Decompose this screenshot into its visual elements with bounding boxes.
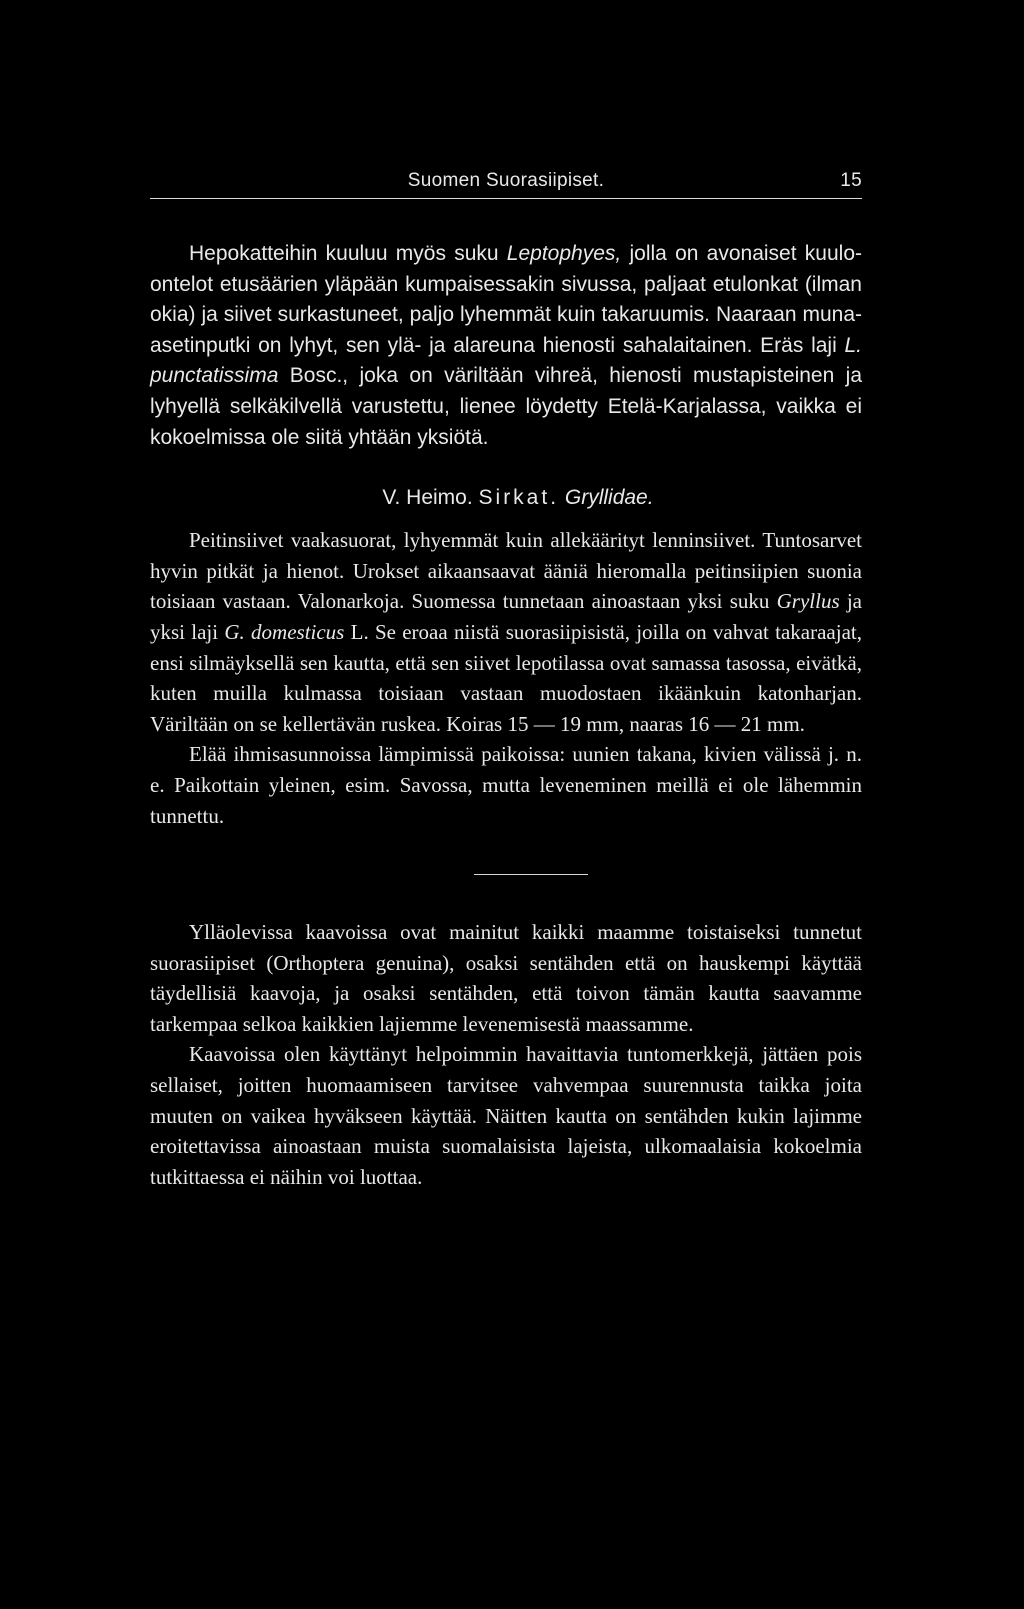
species-name: G. domesticus <box>224 619 345 644</box>
paragraph-leptophyes <box>150 239 862 453</box>
heading-name: Sirkat. <box>478 486 560 510</box>
running-header <box>150 168 862 198</box>
paragraph-conclusion: Ylläolevissa kaavoissa ovat mainitut kaikki maamme toistaiseksi tunnetut suorasiipiset (Orthoptera genuina), osaksi sentähden että on hauskempi käyttää täydellisiä kaavoja, ja osaksi sentähden, että toivon tämän kautta saavamme tarkempaa selkoa kaikkien lajiemme levenemisestä maassamme. <box>150 920 862 1036</box>
paragraph-text: L. Se eroaa niistä suorasiipisistä, joilla on vahvat takaraajat, ensi silmäyksellä sen kautta, että sen siivet lepotilassa ovat samassa tasossa, eivätkä, kuten muilla kulmassa toisiaan vastaan muodostaen ikäänkuin katonharjan. Väriltään on se kellertävän ruskea. Koiras 15 — 19 mm, naaras 16 — 21 mm. <box>150 619 862 736</box>
paragraph-method: Kaavoissa olen käyttänyt helpoimmin havaittavia tuntomerkkejä, jättäen pois sellaiset, joitten huomaamiseen tarvitsee vahvempaa suurennusta taikka joita muuten on vaikea hyväkseen käyttää. Näitten kautta on sentähden kukin lajimme eroitettavissa ainoastaan muista suomalaisista lajeista, ulkomaalaisia kokoelmia tutkittaessa ei näihin voi luottaa. <box>150 1042 862 1189</box>
running-title: Suomen Suorasiipiset. <box>407 170 605 191</box>
genus-name: Leptophyes, <box>506 242 622 265</box>
section-heading <box>150 483 862 513</box>
section-divider <box>474 874 588 875</box>
page <box>150 168 862 1192</box>
header-rule <box>150 198 862 199</box>
paragraph-text: jolla on avonaiset kuulo-ontelot etusäärien yläpään kumpaisessakin sivussa, paljaat etulonkat (ilman okia) ja siivet surkastuneet, paljo lyhemmät kuin takaruumis. Naaraan muna-asetinputki on lyhyt, sen ylä- ja alareuna hienosti sahalaitainen. Eräs laji <box>150 242 862 357</box>
paragraph-text: Peitinsiivet vaakasuorat, lyhyemmät kuin allekäärityt lenninsiivet. Tuntosarvet hyvin pitkät ja hienot. Urokset aikaansaavat ääniä hieromalla peitinsiipien suonia toisiaan vastaan. Valonarkoja. Suomessa tunnetaan ainoastaan yksi suku <box>150 528 862 614</box>
paragraph-text: ja yksi laji <box>150 589 863 644</box>
paragraph-text: Hepokatteihin kuuluu myös suku <box>189 242 507 265</box>
page-number: 15 <box>840 170 862 191</box>
species-name: L. punctatissima <box>150 333 862 388</box>
heading-prefix: V. Heimo. <box>382 486 479 510</box>
paragraph-habitat: Elää ihmisasunnoissa lämpimissä paikoissa: uunien takana, kivien välissä j. n. e. Paikottain yleinen, esim. Savossa, mutta leveneminen meillä ei ole lähemmin tunnettu. <box>150 742 862 828</box>
paragraph-text: Bosc., joka on väriltään vihreä, hienosti mustapisteinen ja lyhyellä selkäkilvellä varustettu, lienee löydetty Etelä-Karjalassa, vaikka ei kokoelmissa ole siitä yhtään yksiötä. <box>150 364 862 449</box>
family-name: Gryllidae. <box>564 486 654 510</box>
paragraph-gryllidae <box>150 525 862 739</box>
genus-name: Gryllus <box>776 589 840 614</box>
